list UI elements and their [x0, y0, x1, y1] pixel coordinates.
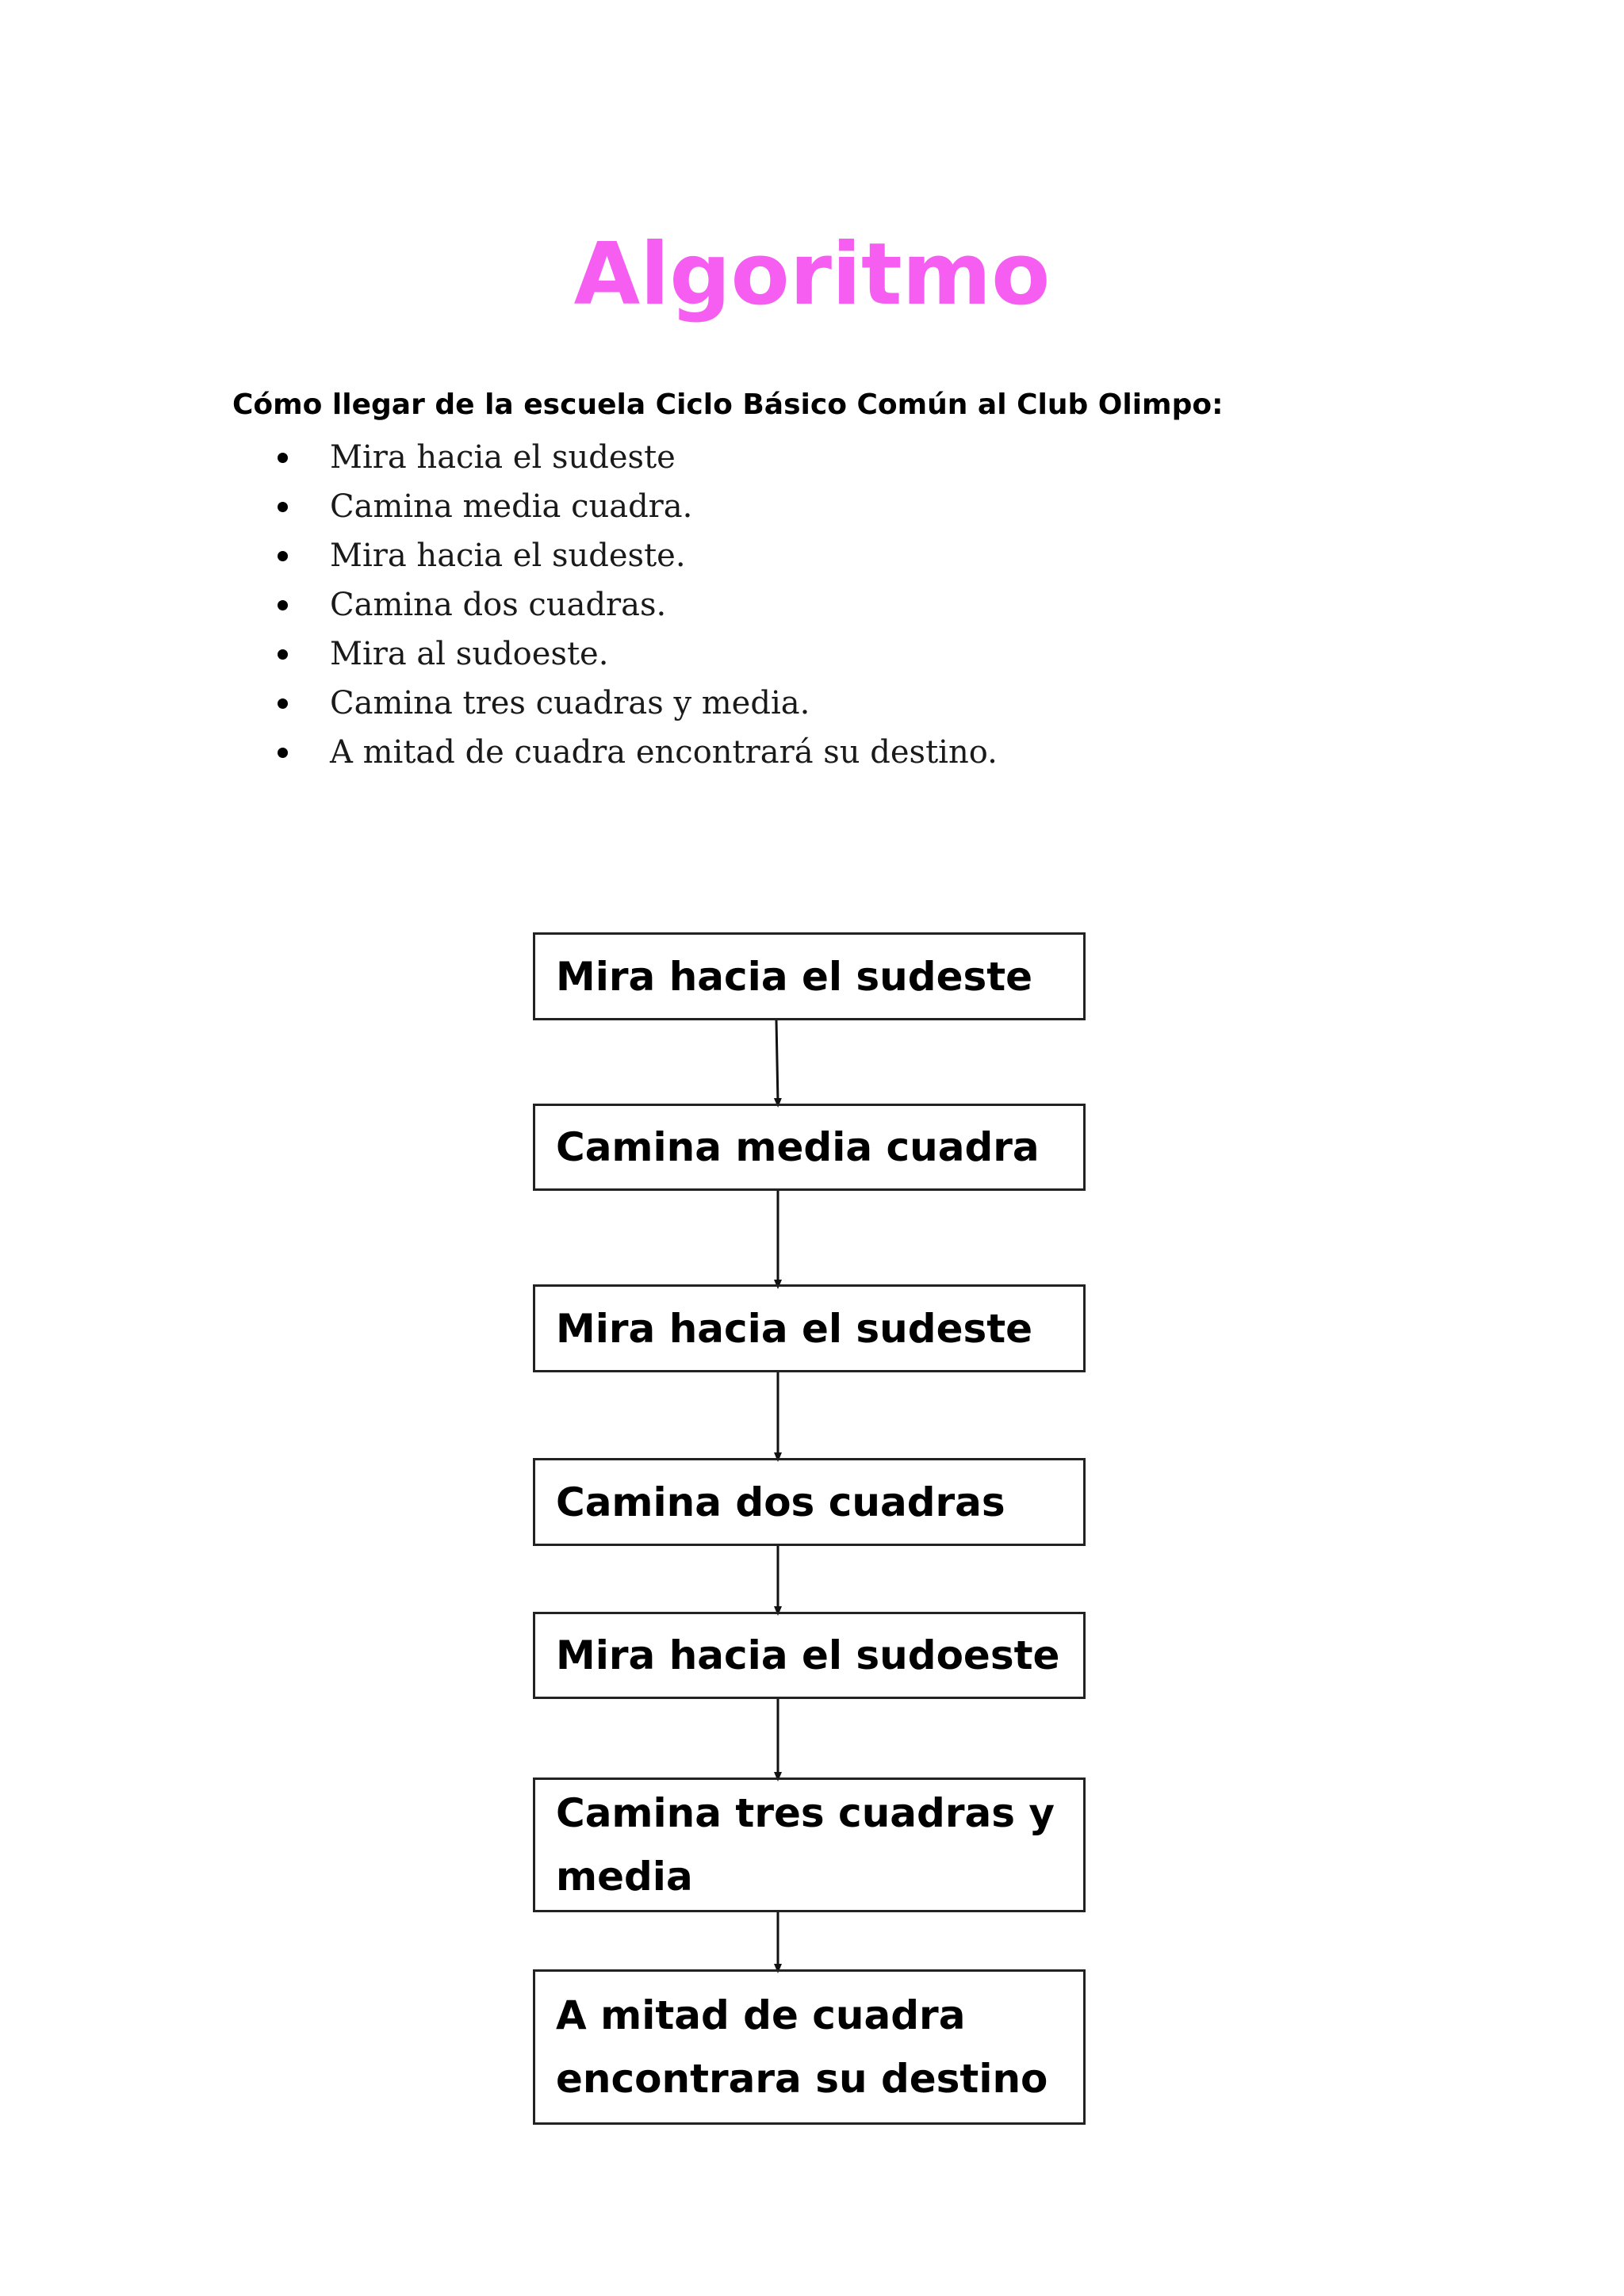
step-text: A mitad de cuadra encontrará su destino. [330, 734, 998, 771]
step-text: Mira hacia el sudeste [330, 439, 676, 476]
flowchart-box [533, 1969, 1086, 2125]
flowchart-box-label: Mira hacia el sudeste [556, 953, 1033, 1000]
flowchart-box-label: Camina media cuadra [556, 1124, 1040, 1170]
step-text: Camina dos cuadras. [330, 587, 667, 623]
step-text: Mira hacia el sudeste. [330, 538, 686, 574]
flowchart-box-label: Mira hacia el sudoeste [556, 1632, 1060, 1678]
flowchart-box [533, 1777, 1086, 1912]
flowchart-box [533, 1284, 1086, 1372]
flowchart-box [533, 1458, 1086, 1546]
flowchart-box [533, 1104, 1086, 1191]
subtitle: Cómo llegar de la escuela Ciclo Básico Común al Club Olimpo: [232, 388, 1224, 421]
flowchart-box-label: Mira hacia el sudeste [556, 1305, 1033, 1352]
flowchart-box-label: Camina dos cuadras [556, 1479, 1005, 1525]
step-text: Camina media cuadra. [330, 488, 693, 525]
flow-arrow [776, 1020, 778, 1103]
step-text: Camina tres cuadras y media. [330, 685, 810, 721]
step-text: Mira al sudoeste. [330, 636, 609, 672]
flowchart-box-label: A mitad de cuadra encontrara su destino [556, 1992, 1048, 2102]
flowchart-box [533, 1612, 1086, 1699]
page-title: Algoritmo [573, 225, 1051, 324]
flowchart-box-label: Camina tres cuadras y media [556, 1790, 1055, 1900]
flowchart-box [533, 932, 1086, 1020]
